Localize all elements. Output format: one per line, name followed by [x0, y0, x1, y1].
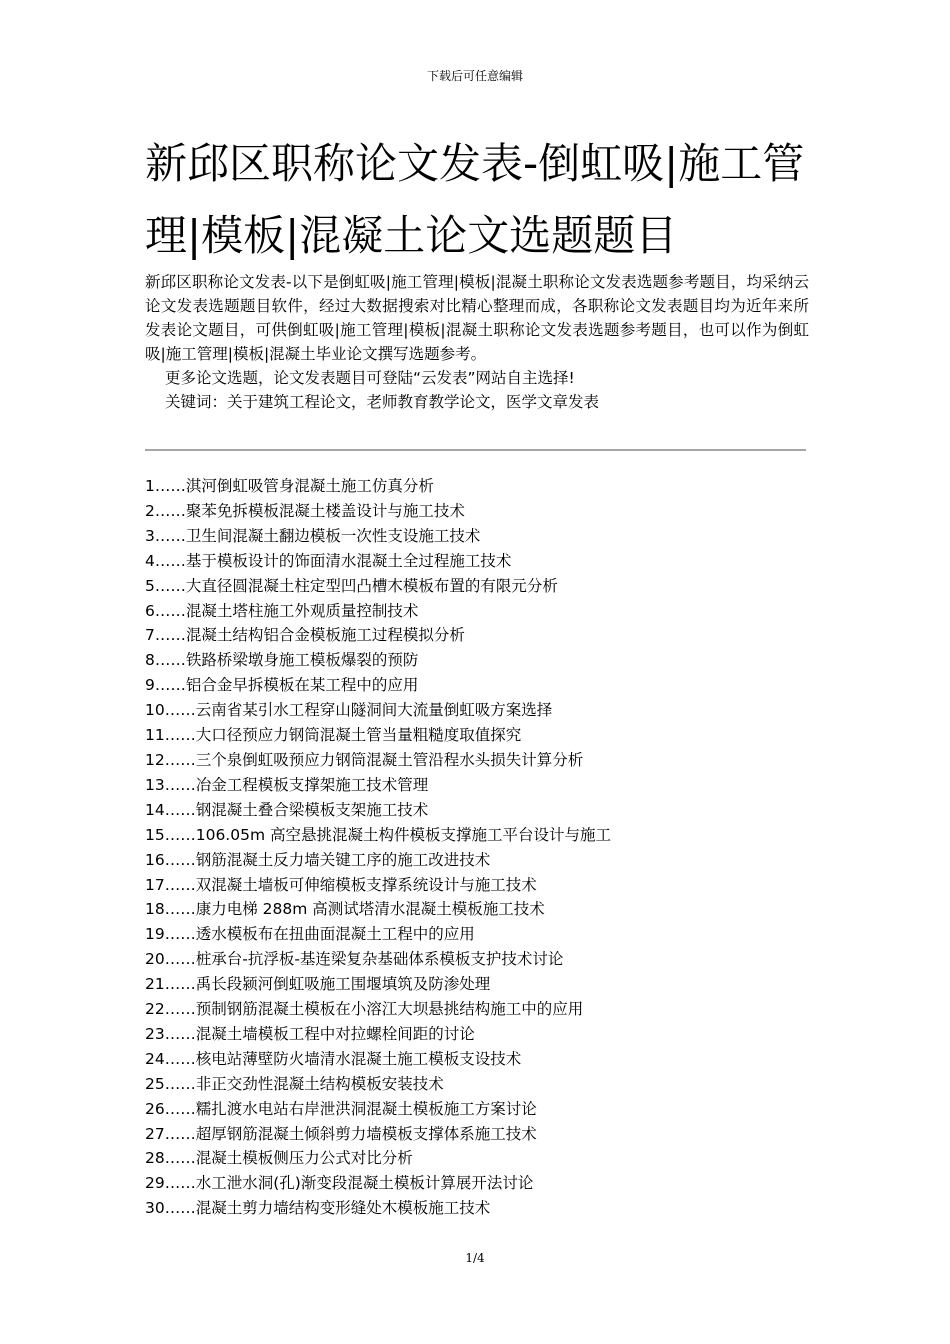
topic-item: 16……钢筋混凝土反力墙关键工序的施工改进技术 — [145, 850, 491, 869]
topic-item: 28……混凝土模板侧压力公式对比分析 — [145, 1149, 413, 1168]
page-number: 1/4 — [465, 1251, 485, 1265]
topic-item: 22……预制钢筋混凝土模板在小溶江大坝悬挑结构施工中的应用 — [145, 1000, 584, 1019]
topic-item: 21……禹长段颍河倒虹吸施工围堰填筑及防渗处理 — [145, 975, 491, 994]
topic-item: 25……非正交劲性混凝土结构模板安装技术 — [145, 1074, 444, 1093]
topic-item: 11……大口径预应力钢筒混凝土管当量粗糙度取值探究 — [145, 726, 522, 745]
topic-item: 18……康力电梯 288m 高测试塔清水混凝土模板施工技术 — [145, 900, 545, 919]
topic-item: 26……糯扎渡水电站右岸泄洪洞混凝土模板施工方案讨论 — [145, 1099, 537, 1118]
topic-item: 13……冶金工程模板支撑架施工技术管理 — [145, 775, 429, 794]
topic-item: 24……核电站薄壁防火墙清水混凝土施工模板支设技术 — [145, 1049, 522, 1068]
topic-item: 29……水工泄水洞(孔)渐变段混凝土模板计算展开法讨论 — [145, 1174, 534, 1193]
document-title: 新邱区职称论文发表-倒虹吸|施工管理|模板|混凝土论文选题题目 — [145, 139, 805, 260]
topic-item: 8……铁路桥梁墩身施工模板爆裂的预防 — [145, 651, 419, 670]
topic-item: 4……基于模板设计的饰面清水混凝土全过程施工技术 — [145, 551, 512, 570]
topic-item: 5……大直径圆混凝土柱定型凹凸槽木模板布置的有限元分析 — [145, 576, 558, 595]
topic-item: 27……超厚钢筋混凝土倾斜剪力墙模板支撑体系施工技术 — [145, 1124, 537, 1143]
topic-item: 14……钢混凝土叠合梁模板支架施工技术 — [145, 800, 429, 819]
topic-item: 9……铝合金早拆模板在某工程中的应用 — [145, 676, 419, 695]
more-topics-note: 更多论文选题，论文发表题目可登陆“云发表”网站自主选择! — [165, 369, 575, 387]
topic-item: 2……聚苯免拆模板混凝土楼盖设计与施工技术 — [145, 501, 465, 520]
topic-item: 23……混凝土墙模板工程中对拉螺栓间距的讨论 — [145, 1024, 475, 1043]
topic-list — [145, 474, 809, 1221]
topic-item: 3……卫生间混凝土翻边模板一次性支设施工技术 — [145, 526, 481, 545]
topic-item: 12……三个泉倒虹吸预应力钢筒混凝土管沿程水头损失计算分析 — [145, 750, 584, 769]
topic-item: 7……混凝土结构铝合金模板施工过程模拟分析 — [145, 626, 465, 645]
keywords-line: 关键词：关于建筑工程论文，老师教育教学论文，医学文章发表 — [165, 393, 600, 411]
topic-item: 15……106.05m 高空悬挑混凝土构件模板支撑施工平台设计与施工 — [145, 825, 611, 844]
section-divider — [145, 449, 806, 451]
intro-section — [145, 270, 809, 414]
topic-item: 20……桩承台-抗浮板-基连梁复杂基础体系模板支护技术讨论 — [145, 950, 564, 969]
topic-item: 30……混凝土剪力墙结构变形缝处木模板施工技术 — [145, 1199, 491, 1218]
topic-item: 10……云南省某引水工程穿山隧洞间大流量倒虹吸方案选择 — [145, 701, 553, 720]
intro-paragraph: 新邱区职称论文发表-以下是倒虹吸|施工管理|模板|混凝土职称论文发表选题参考题目，均采纳云论文发表选题题目软件，经过大数据搜索对比精心整理而成，各职称论文发表题目均为近年来所发表论文题目，可供倒虹吸|施工管理|模板|混凝土职称论文发表选题参考题目，也可以作为倒虹吸|施工管理|模板|混凝土毕业论文撰写选题参考。 — [145, 273, 809, 363]
topic-item: 17……双混凝土墙板可伸缩模板支撑系统设计与施工技术 — [145, 875, 537, 894]
page-header-note: 下载后可任意编辑 — [426, 69, 523, 83]
topic-item: 19……透水模板布在扭曲面混凝土工程中的应用 — [145, 925, 475, 944]
topic-item: 1……淇河倒虹吸管身混凝土施工仿真分析 — [145, 477, 434, 495]
topic-item: 6……混凝土塔柱施工外观质量控制技术 — [145, 601, 419, 620]
